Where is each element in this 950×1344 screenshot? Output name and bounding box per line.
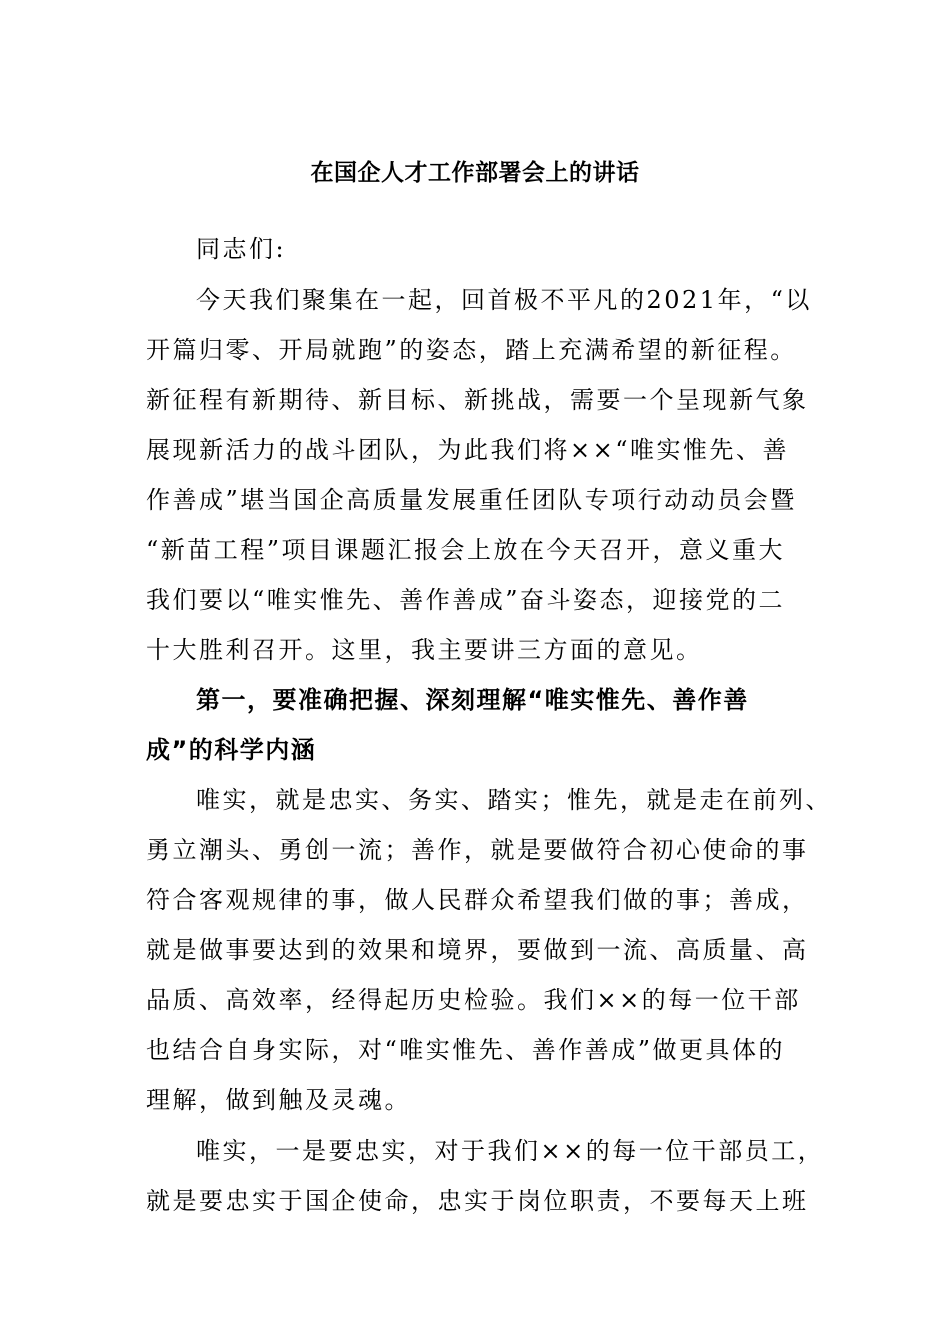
paragraph-line: 理解，做到触及灵魂。 [146,1086,411,1114]
salutation: 同志们: [196,235,287,263]
paragraph-line: 十大胜利召开。这里，我主要讲三方面的意见。 [146,636,703,664]
paragraph-line: 也结合自身实际，对“唯实惟先、善作善成”做更具体的 [146,1036,786,1064]
section-heading: 成”的科学内涵 [146,736,317,764]
paragraph-line: 开篇归零、开局就跑”的姿态，踏上充满希望的新征程。 [146,336,797,364]
paragraph-line: 品质、高效率，经得起历史检验。我们××的每一位干部 [146,986,801,1014]
paragraph-line: 就是要忠实于国企使命，忠实于岗位职责，不要每天上班 [146,1187,809,1215]
section-heading: 第一，要准确把握、深刻理解“唯实惟先、善作善 [196,686,749,714]
paragraph-line: 唯实，就是忠实、务实、踏实；惟先，就是走在前列、 [196,786,832,814]
paragraph-line: 就是做事要达到的效果和境界，要做到一流、高质量、高 [146,936,809,964]
paragraph-line: 唯实，一是要忠实，对于我们××的每一位干部员工， [196,1137,825,1165]
paragraph-line: 今天我们聚集在一起，回首极不平凡的2021年，“以 [196,286,812,314]
paragraph-line: 符合客观规律的事，做人民群众希望我们做的事；善成， [146,886,809,914]
paragraph-line: 勇立潮头、勇创一流；善作，就是要做符合初心使命的事 [146,836,809,864]
document-title: 在国企人才工作部署会上的讲话 [310,160,640,186]
paragraph-line: 作善成”堪当国企高质量发展重任团队专项行动动员会暨 [146,486,797,514]
paragraph-line: 我们要以“唯实惟先、善作善成”奋斗姿态，迎接党的二 [146,586,786,614]
paragraph-line: 展现新活力的战斗团队，为此我们将××“唯实惟先、善 [146,436,789,464]
paragraph-line: “新苗工程”项目课题汇报会上放在今天召开，意义重大 [146,536,786,564]
paragraph-line: 新征程有新期待、新目标、新挑战，需要一个呈现新气象 [146,386,809,414]
